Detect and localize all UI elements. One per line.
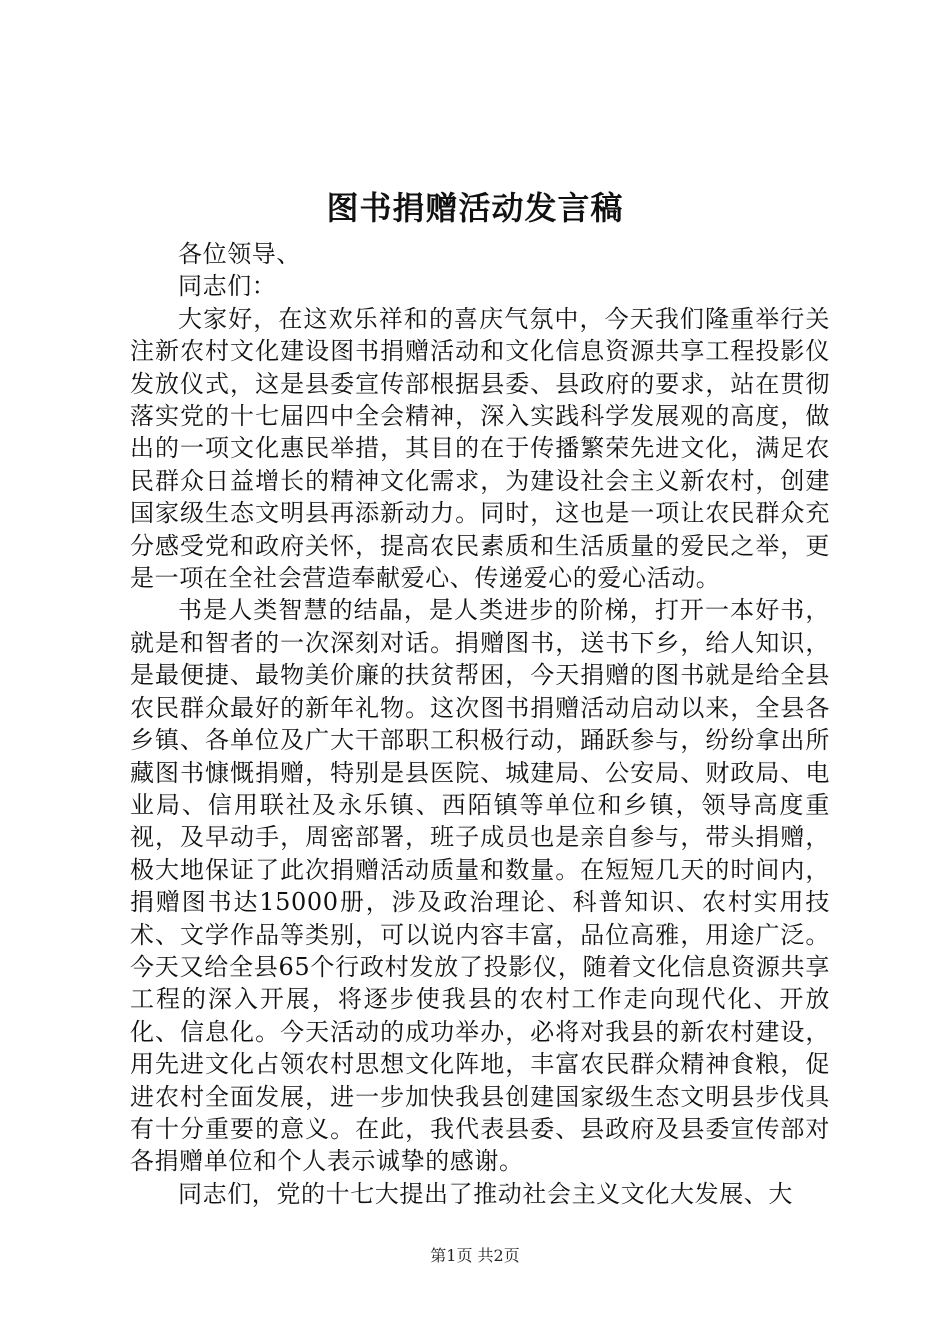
document-title: 图书捐赠活动发言稿: [326, 189, 624, 227]
document-body: [130, 238, 830, 1210]
page-number-footer: 第1页 共2页: [430, 1246, 520, 1265]
paragraph-book-donation: 书是人类智慧的结晶，是人类进步的阶梯，打开一本好书，就是和智者的一次深刻对话。捐赠图书，送书下乡，给人知识，是最便捷、最物美价廉的扶贫帮困，今天捐赠的图书就是给全县农民群众最好的新年礼物。这次图书捐赠活动启动以来，全县各乡镇、各单位及广大干部职工积极行动，踊跃参与，纷纷拿出所藏图书慷慨捐赠，特别是县医院、城建局、公安局、财政局、电业局、信用联社及永乐镇、西陌镇等单位和乡镇，领导高度重视，及早动手，周密部署，班子成员也是亲自参与，带头捐赠，极大地保证了此次捐赠活动质量和数量。在短短几天的时间内，捐赠图书达15000册，涉及政治理论、科普知识、农村实用技术、文学作品等类别，可以说内容丰富，品位高雅，用途广泛。今天又给全县65个行政村发放了投影仪，随着文化信息资源共享工程的深入开展，将逐步使我县的农村工作走向现代化、开放化、信息化。今天活动的成功举办，必将对我县的新农村建设，用先进文化占领农村思想文化阵地，丰富农民群众精神食粮，促进农村全面发展，进一步加快我县创建国家级生态文明县步伐具有十分重要的意义。在此，我代表县委、县政府及县委宣传部对各捐赠单位和个人表示诚挚的感谢。: [130, 596, 830, 1176]
paragraph-comrades: 同志们，党的十七大提出了推动社会主义文化大发展、大: [178, 1179, 793, 1208]
paragraph-opening: 大家好，在这欢乐祥和的喜庆气氛中，今天我们隆重举行关注新农村文化建设图书捐赠活动和文化信息资源共享工程投影仪发放仪式，这是县委宣传部根据县委、县政府的要求，站在贯彻落实党的十七届四中全会精神，深入实践科学发展观的高度，做出的一项文化惠民举措，其目的在于传播繁荣先进文化，满足农民群众日益增长的精神文化需求，为建设社会主义新农村，创建国家级生态文明县再添新动力。同时，这也是一项让农民群众充分感受党和政府关怀，提高农民素质和生活质量的爱民之举，更是一项在全社会营造奉献爱心、传递爱心的爱心活动。: [130, 304, 830, 593]
salutation-leaders: 各位领导、: [178, 240, 301, 268]
salutation-comrades: 同志们：: [178, 272, 277, 301]
